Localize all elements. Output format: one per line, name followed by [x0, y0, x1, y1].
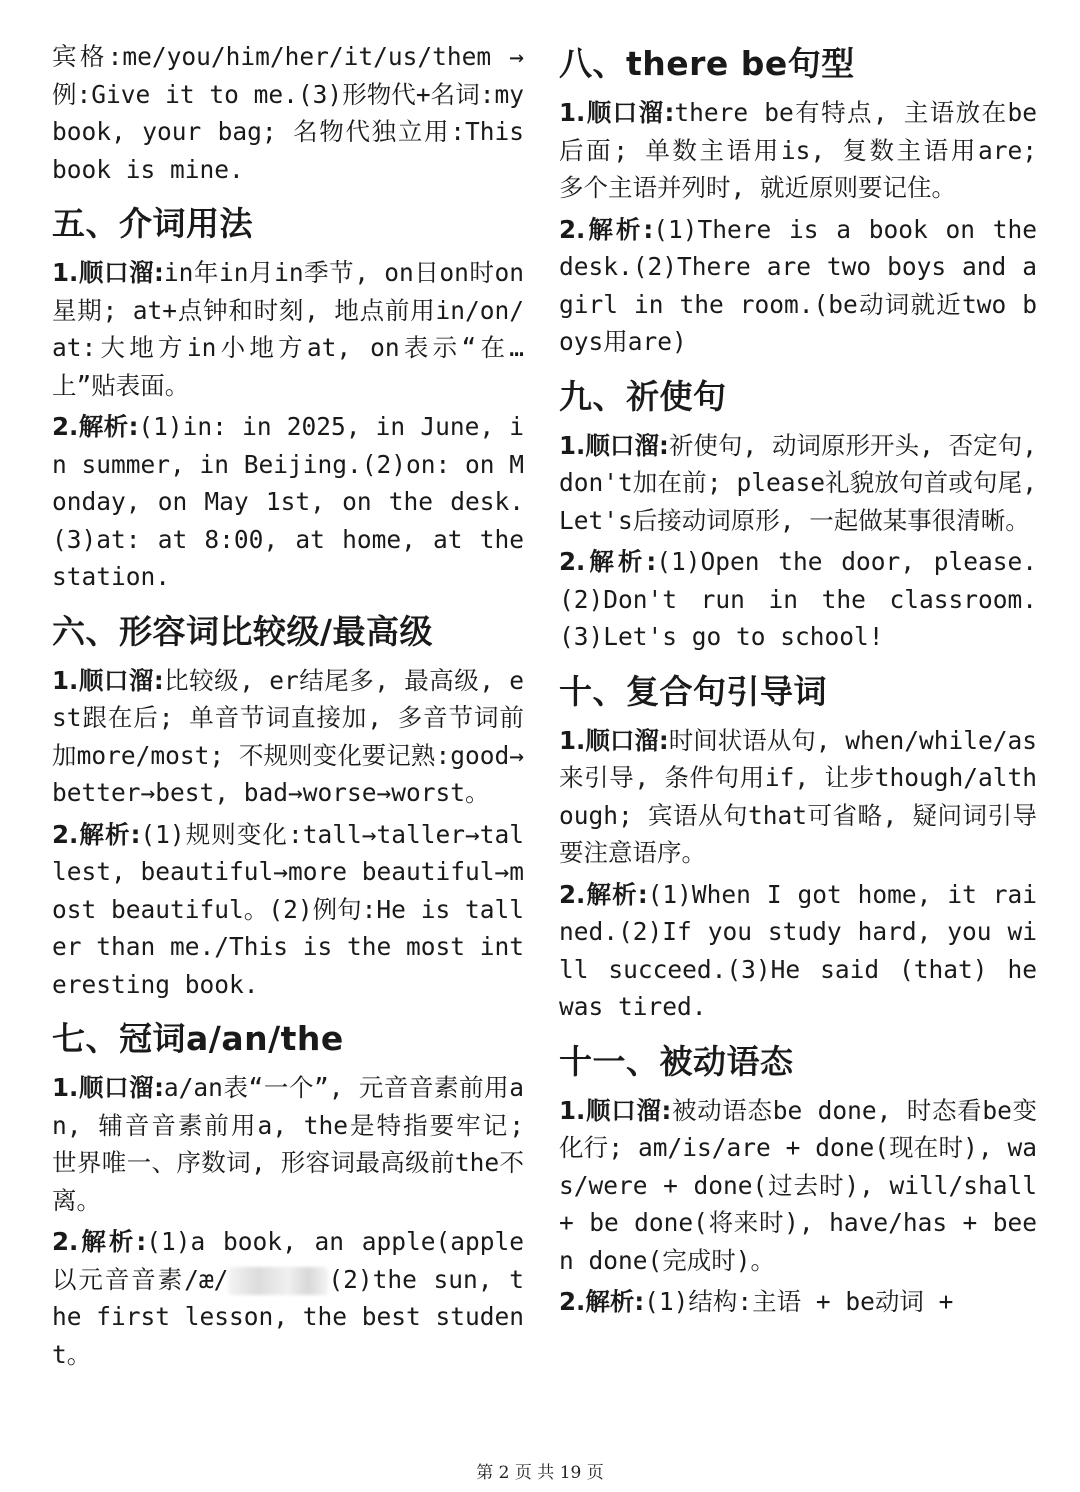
section-10-rhyme: [559, 722, 1037, 872]
section-10-title: 十、复合句引导词: [559, 671, 827, 711]
section-11-rhyme: [559, 1092, 1037, 1280]
section-5-analysis: [52, 408, 524, 596]
rhyme-text: 比较级, er结尾多, 最高级, est跟在后; 单音节词直接加, 多音节词前加more/most; 不规则变化要记熟:good→better→best, bad→worse→worst。: [52, 665, 524, 807]
rhyme-label: 1.顺口溜:: [52, 258, 164, 287]
section-5-title: 五、介词用法: [52, 204, 253, 243]
analysis-text: (1)规则变化:tall→taller→tallest, beautiful→more beautiful→most beautiful。(2)例句:He is taller than me./This is the most interesting book.: [52, 819, 525, 999]
section-11-analysis: [559, 1283, 1037, 1321]
section-7-analysis: [52, 1223, 524, 1373]
section-11-title: 十一、被动语态: [559, 1041, 794, 1081]
section-9-rhyme: [559, 427, 1037, 540]
analysis-text: (1)结构:主语 + be动词 +: [644, 1287, 954, 1316]
analysis-label: 2.解析:: [559, 547, 657, 576]
rhyme-label: 1.顺口溜:: [559, 1095, 672, 1125]
rhyme-label: 1.顺口溜:: [52, 1073, 164, 1102]
analysis-label: 2.解析:: [52, 412, 139, 441]
intro-paragraph: 宾格:me/you/him/her/it/us/them → 例:Give it to me.(3)形物代+名词:my book, your bag; 名物代独立用:This book is mine.: [52, 42, 524, 184]
rhyme-text: 时间状语从句, when/while/as来引导, 条件句用if, 让步though/although; 宾语从句that可省略, 疑问词引导要注意语序。: [559, 725, 1037, 867]
rhyme-text: a/an表“一个”, 元音音素前用an, 辅音音素前用a, the是特指要牢记; 世界唯一、序数词, 形容词最高级前the不离。: [52, 1073, 524, 1215]
section-8-rhyme: [559, 94, 1037, 207]
rhyme-text: there be有特点, 主语放在be后面; 单数主语用is, 复数主语用are; 多个主语并列时, 就近原则要记住。: [559, 98, 1037, 202]
rhyme-text: in年in月in季节, on日on时on星期; at+点钟和时刻, 地点前用in/on/at:大地方in小地方at, on表示“在…上”贴表面。: [52, 258, 524, 400]
section-10-analysis: [559, 876, 1037, 1026]
section-6-rhyme: [52, 662, 524, 812]
analysis-text: (1)in: in 2025, in June, in summer, in Beijing.(2)on: on Monday, on May 1st, on the desk.(3)at: at 8:00, at home, at the station.: [52, 412, 525, 591]
page-footer: 第 2 页 共 19 页: [476, 1463, 604, 1483]
section-7-title: 七、冠词a/an/the: [52, 1019, 344, 1058]
section-6-analysis: [52, 816, 524, 1004]
section-8-analysis: [559, 211, 1037, 361]
analysis-text-a: (1)a book, an apple(apple以元音音素/æ/: [52, 1227, 524, 1294]
analysis-text: (1)When I got home, it rained.(2)If you study hard, you will succeed.(3)He said (that) he was tired.: [559, 879, 1037, 1021]
section-5-rhyme: [52, 254, 524, 404]
section-7-rhyme: [52, 1069, 524, 1219]
rhyme-label: 1.顺口溜:: [559, 725, 669, 755]
analysis-label: 2.解析:: [52, 819, 141, 849]
right-column: [559, 38, 1037, 1325]
section-8-title: 八、there be句型: [559, 44, 855, 83]
rhyme-label: 1.顺口溜:: [559, 430, 669, 460]
watermark-blur: [228, 1267, 328, 1295]
analysis-text: (1)Open the door, please.(2)Don't run in the classroom.(3)Let's go to school!: [559, 547, 1037, 651]
rhyme-label: 1.顺口溜:: [52, 665, 164, 695]
analysis-text-b: (2)the sun, the first lesson, the best student。: [52, 1264, 525, 1369]
left-column: [52, 38, 524, 1377]
analysis-label: 2.解析:: [52, 1227, 147, 1256]
rhyme-text: 祈使句, 动词原形开头, 否定句, don't加在前; please礼貌放句首或句尾, Let's后接动词原形, 一起做某事很清晰。: [559, 430, 1037, 535]
rhyme-text: 被动语态be done, 时态看be变化行; am/is/are + done(现在时), was/were + done(过去时), will/shall + be done(将来时), have/has + been done(完成时)。: [559, 1095, 1037, 1275]
rhyme-label: 1.顺口溜:: [559, 98, 675, 127]
analysis-text: (1)There is a book on the desk.(2)There are two boys and a girl in the room.(be动词就近two boys用are): [559, 214, 1037, 356]
analysis-label: 2.解析:: [559, 879, 648, 909]
analysis-label: 2.解析:: [559, 1287, 645, 1316]
section-6-title: 六、形容词比较级/最高级: [52, 611, 434, 651]
section-9-analysis: [559, 543, 1037, 656]
analysis-label: 2.解析:: [559, 214, 654, 244]
section-9-title: 九、祈使句: [559, 376, 727, 416]
